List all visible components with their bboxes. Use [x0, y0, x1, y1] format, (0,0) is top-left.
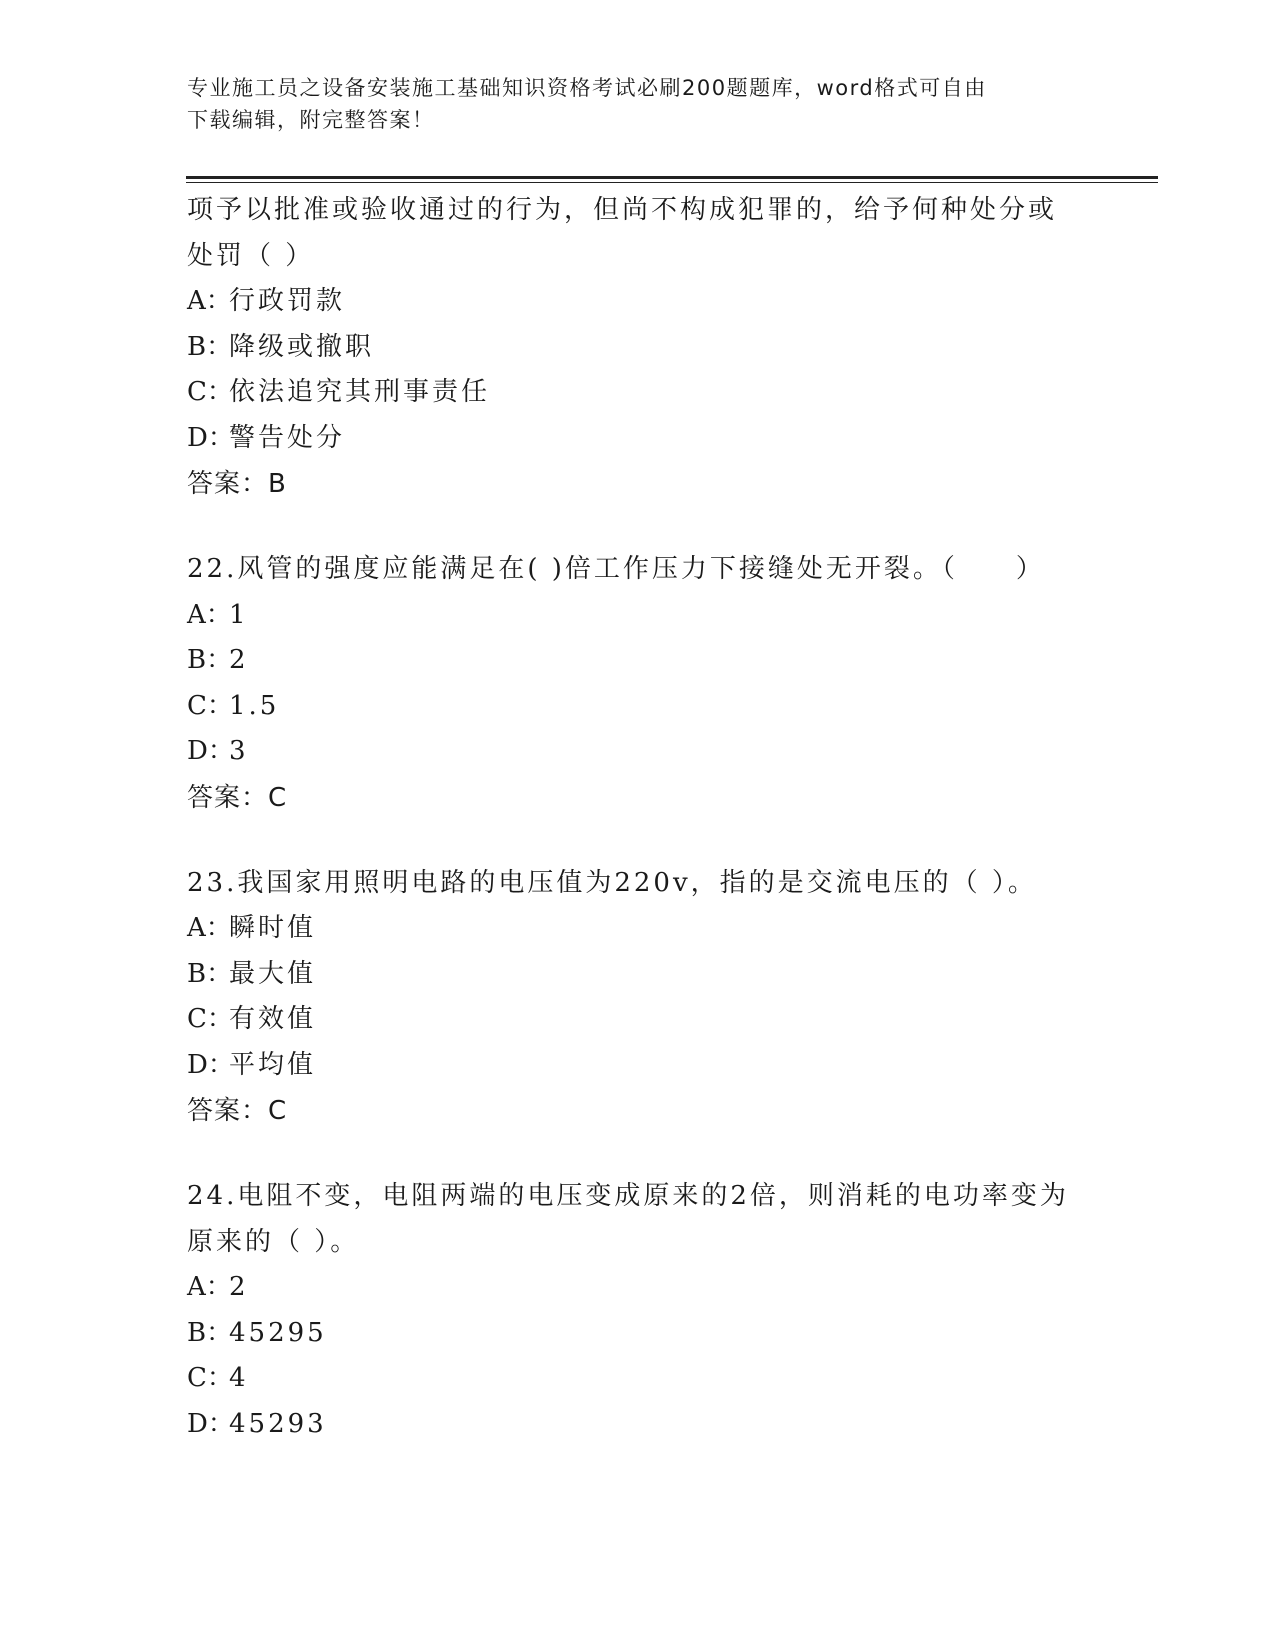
option-label: A： [187, 1272, 232, 1302]
option-d [187, 1043, 1087, 1089]
spacer [187, 821, 1087, 861]
option-d [187, 1402, 1087, 1448]
option-label: C： [187, 1004, 233, 1034]
header-title-line-1: 专业施工员之设备安装施工基础知识资格考试必刷200题题库，word格式可自由 [187, 76, 987, 100]
option-text: 2 [229, 645, 249, 675]
option-a [187, 1265, 1087, 1311]
question-text-line-1: 项予以批准或验收通过的行为，但尚不构成犯罪的，给予何种处分或 [187, 195, 1058, 225]
option-label: B： [187, 645, 233, 675]
option-label: B： [187, 331, 233, 362]
option-label: A： [187, 599, 232, 630]
option-label: D： [187, 1408, 234, 1439]
question-block-24 [187, 1174, 1087, 1447]
option-text: 1.5 [229, 690, 280, 721]
question-list [187, 188, 1087, 1447]
header-title-line-2: 下载编辑，附完整答案！ [187, 108, 435, 132]
option-label: C： [187, 377, 233, 407]
option-text: 依法追究其刑事责任 [229, 377, 491, 407]
option-text: 行政罚款 [229, 286, 346, 316]
option-text: 2 [229, 1272, 249, 1302]
option-text: 1 [229, 599, 249, 630]
option-label: D： [187, 422, 234, 453]
option-a [187, 906, 1087, 952]
option-text: 平均值 [229, 1049, 317, 1080]
option-b [187, 1311, 1087, 1357]
option-c [187, 997, 1087, 1043]
question-text-line-1: 22.风管的强度应能满足在( )倍工作压力下接缝处无开裂。（ ） [187, 554, 1045, 584]
option-label: B： [187, 1317, 233, 1348]
option-text: 4 [229, 1363, 249, 1393]
header-divider-thick [186, 176, 1158, 179]
question-text-line-1: 23.我国家用照明电路的电压值为220v，指的是交流电压的（ ）。 [187, 867, 1037, 898]
option-d [187, 416, 1087, 462]
option-text: 瞬时值 [229, 913, 317, 943]
option-text: 最大值 [229, 958, 317, 989]
option-label: B： [187, 958, 233, 989]
option-text: 45295 [229, 1317, 327, 1348]
question-text-line-1: 24.电阻不变，电阻两端的电压变成原来的2倍，则消耗的电功率变为 [187, 1181, 1069, 1211]
option-b [187, 952, 1087, 998]
option-label: C： [187, 690, 233, 721]
option-c [187, 370, 1087, 416]
option-label: A： [187, 913, 232, 943]
question-block-23 [187, 861, 1087, 1135]
option-text: 降级或撤职 [229, 331, 375, 362]
option-a [187, 279, 1087, 325]
option-text: 有效值 [229, 1004, 317, 1034]
option-text: 警告处分 [229, 422, 346, 453]
option-b [187, 325, 1087, 371]
option-b [187, 638, 1087, 684]
option-label: D： [187, 1049, 234, 1080]
option-label: D： [187, 736, 234, 766]
header-divider-thin [186, 182, 1158, 183]
option-c [187, 1356, 1087, 1402]
question-block-21 [187, 188, 1087, 507]
question-text-line-2: 处罚（ ） [187, 240, 315, 271]
option-label: A： [187, 286, 232, 316]
answer-line: 答案：B [187, 469, 287, 499]
spacer [187, 507, 1087, 547]
document-header [187, 72, 1067, 136]
answer-line: 答案：C [187, 782, 288, 813]
option-text: 3 [229, 736, 249, 766]
option-a [187, 593, 1087, 639]
option-d [187, 729, 1087, 775]
spacer [187, 1134, 1087, 1174]
option-text: 45293 [229, 1408, 327, 1439]
question-block-22 [187, 547, 1087, 821]
answer-line: 答案：C [187, 1096, 288, 1126]
option-c [187, 684, 1087, 730]
question-text-line-2: 原来的（ ）。 [187, 1226, 360, 1257]
option-label: C： [187, 1363, 233, 1393]
